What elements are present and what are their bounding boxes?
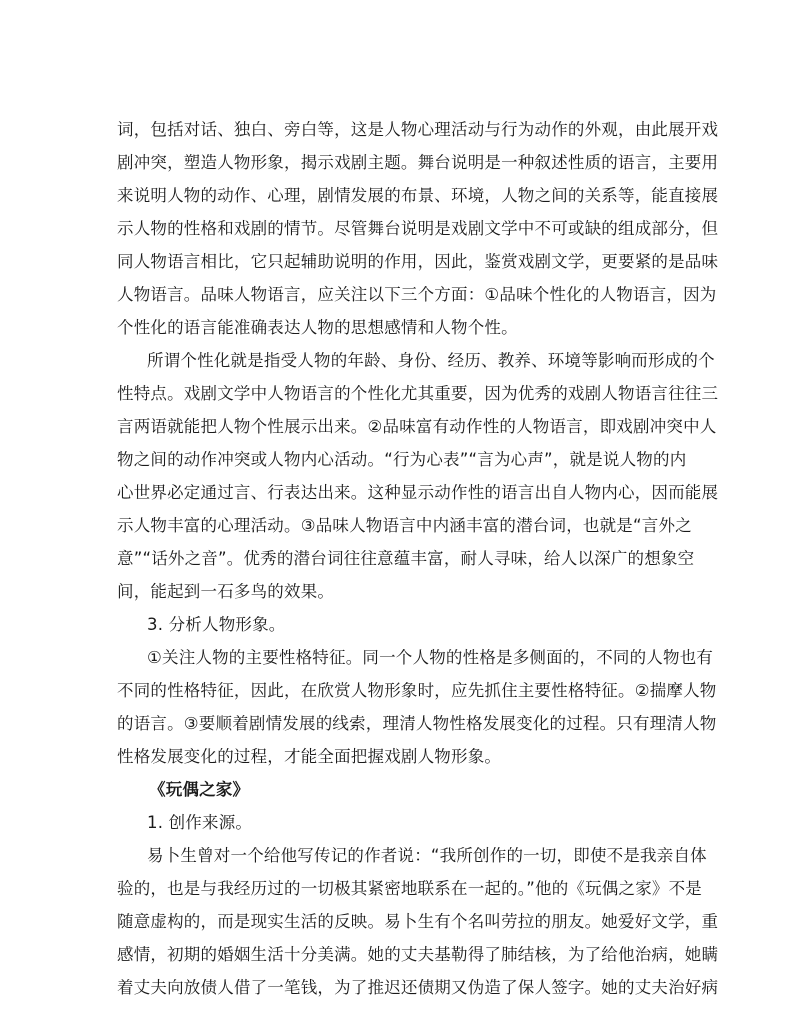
text-line: 性格发展变化的过程，才能全面把握戏剧人物形象。 — [117, 747, 502, 766]
text-line: 人物语言。品味人物语言，应关注以下三个方面：①品味个性化的人物语言，因为 — [117, 285, 717, 304]
text-line: 个性化的语言能准确表达人物的思想感情和人物个性。 — [117, 318, 518, 337]
text-line: 示人物丰富的心理活动。③品味人物语言中内涵丰富的潜台词，也就是“言外之 — [117, 516, 692, 535]
paragraph-first-line: 易卜生曾对一个给他写传记的作者说：“我所创作的一切，即使不是我亲自体 — [147, 846, 707, 865]
section-heading: 3. 分析人物形象。 — [147, 615, 286, 634]
text-line: 不同的性格特征，因此，在欣赏人物形象时，应先抓住主要性格特征。②揣摩人物 — [117, 681, 717, 700]
text-line: 随意虚构的，而是现实生活的反映。易卜生有个名叫劳拉的朋友。她爱好文学，重 — [117, 912, 719, 931]
text-line: 言两语就能把人物个性展示出来。②品味富有动作性的人物语言，即戏剧冲突中人 — [117, 417, 717, 436]
section-heading: 1. 创作来源。 — [147, 813, 253, 832]
text-line: 的语言。③要顺着剧情发展的线索，理清人物性格发展变化的过程。只有理清人物 — [117, 714, 717, 733]
text-line: 间，能起到一石多鸟的效果。 — [117, 582, 335, 601]
text-line: 同人物语言相比，它只起辅助说明的作用，因此，鉴赏戏剧文学，更要紧的是品味 — [117, 252, 719, 271]
text-line: 验的，也是与我经历过的一切极其紧密地联系在一起的。”他的《玩偶之家》不是 — [117, 879, 702, 898]
text-line: 着丈夫向放债人借了一笔钱，为了推迟还债期又伪造了保人签字。她的丈夫治好病 — [117, 978, 719, 997]
paragraph-first-line: ①关注人物的主要性格特征。同一个人物的性格是多侧面的，不同的人物也有 — [147, 648, 714, 667]
work-title: 《玩偶之家》 — [149, 780, 250, 799]
text-line: 词，包括对话、独白、旁白等，这是人物心理活动与行为动作的外观，由此展开戏 — [117, 120, 719, 139]
text-line: 意”“话外之音”。优秀的潜台词往往意蕴丰富，耐人寻味，给人以深广的想象空 — [117, 549, 695, 568]
document-body — [117, 0, 719, 1028]
text-line: 性特点。戏剧文学中人物语言的个性化尤其重要，因为优秀的戏剧人物语言往往三 — [117, 384, 719, 403]
paragraph-first-line: 所谓个性化就是指受人物的年龄、身份、经历、教养、环境等影响而形成的个 — [147, 351, 715, 370]
text-line: 示人物的性格和戏剧的情节。尽管舞台说明是戏剧文学中不可或缺的组成部分，但 — [117, 219, 719, 238]
text-line: 物之间的动作冲突或人物内心活动。“行为心表”“言为心声”，就是说人物的内 — [117, 450, 687, 469]
text-line: 感情，初期的婚姻生活十分美满。她的丈夫基勒得了肺结核，为了给他治病，她瞒 — [117, 945, 719, 964]
text-line: 剧冲突，塑造人物形象，揭示戏剧主题。舞台说明是一种叙述性质的语言，主要用 — [117, 153, 719, 172]
text-line: 心世界必定通过言、行表达出来。这种显示动作性的语言出自人物内心，因而能展 — [117, 483, 719, 502]
text-line: 来说明人物的动作、心理，剧情发展的布景、环境，人物之间的关系等，能直接展 — [117, 186, 719, 205]
